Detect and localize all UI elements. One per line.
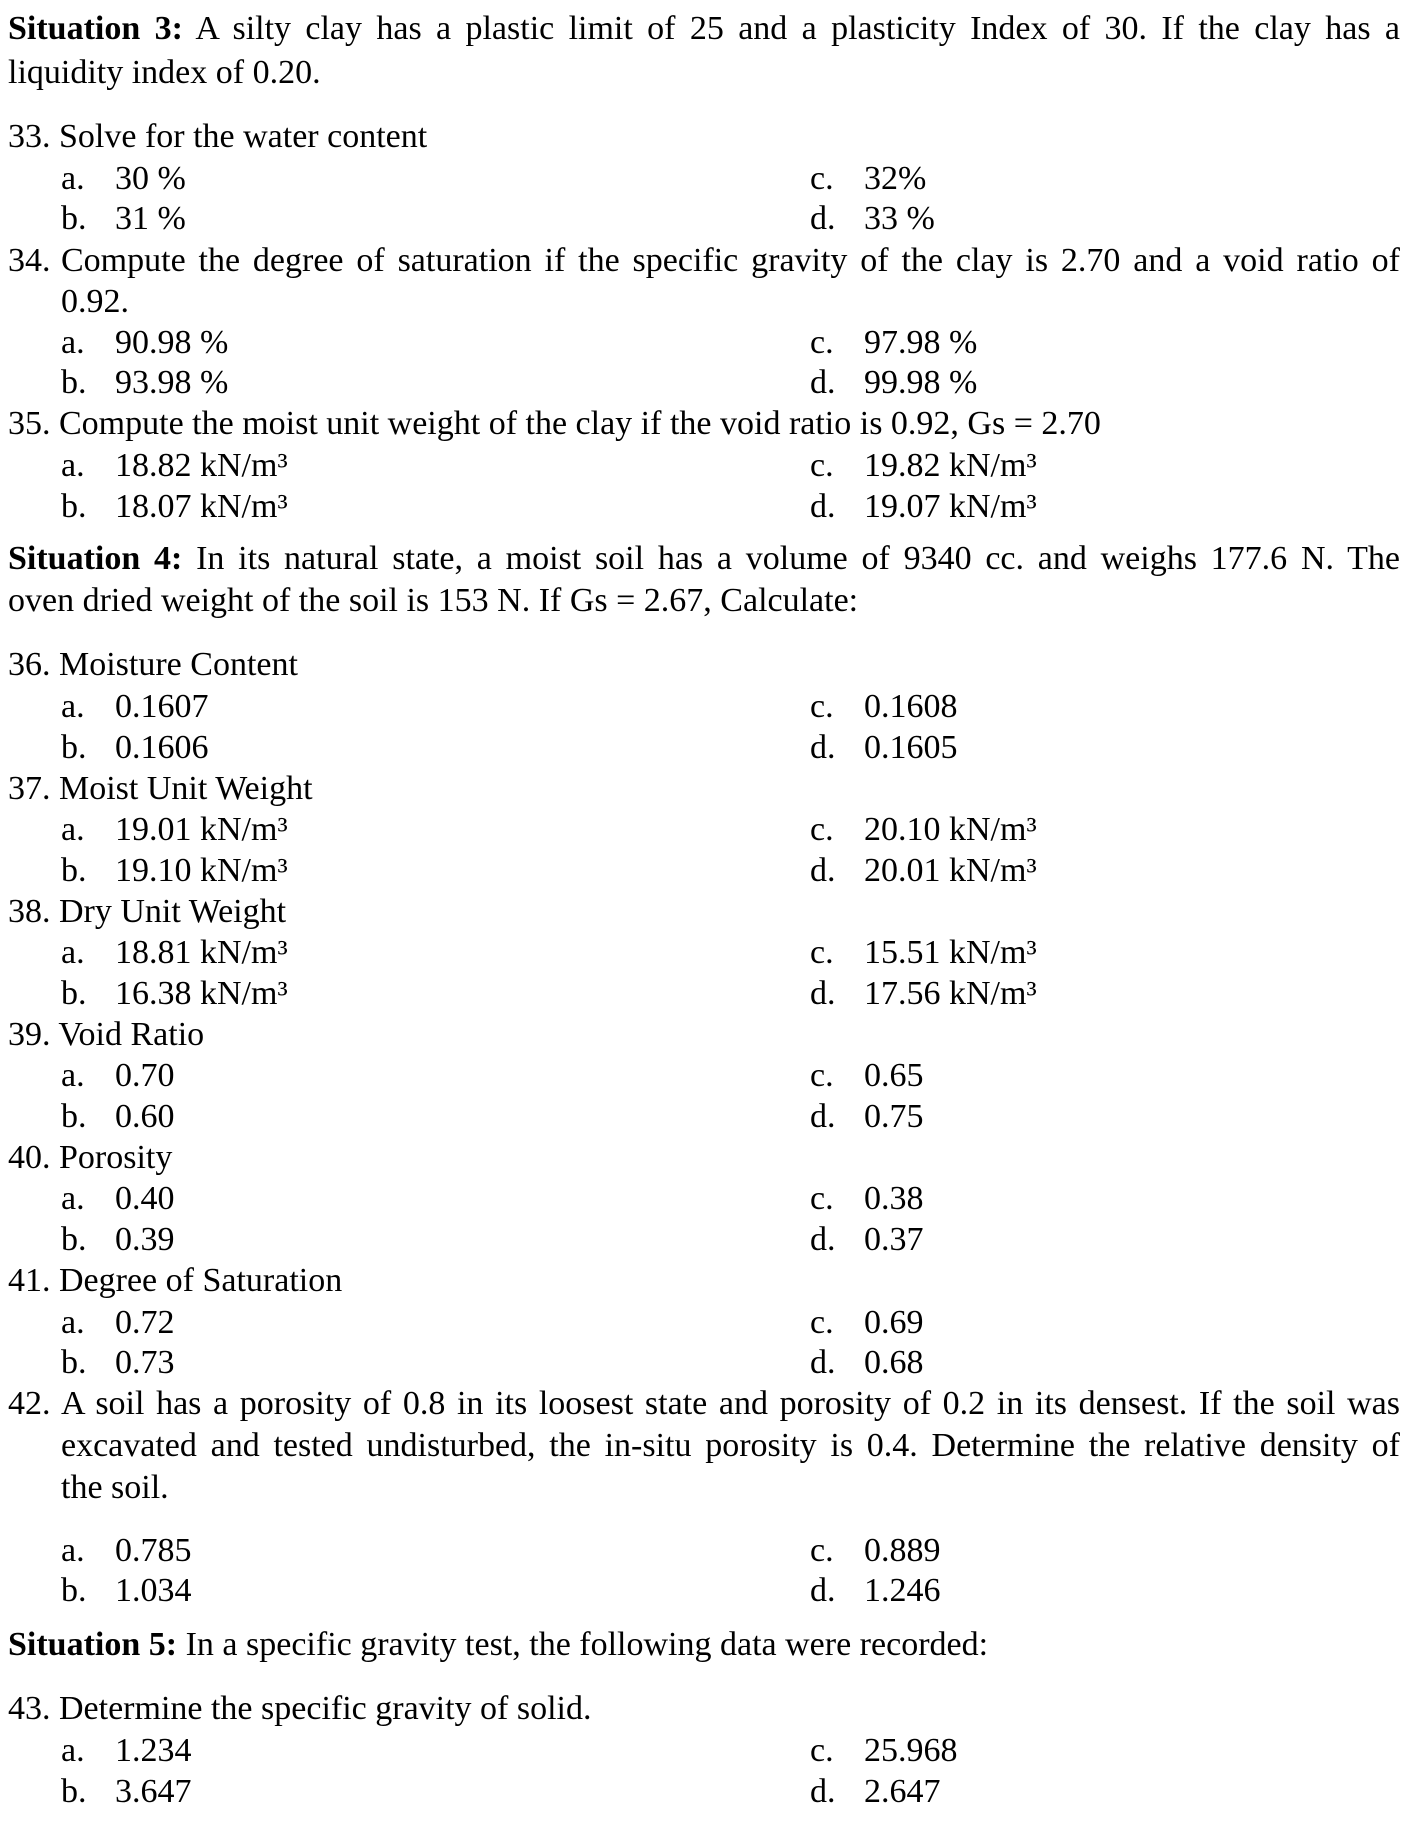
question-34-stem-line-1: Compute the degree of saturation if the specific gravity of the clay is 2.70 and a void ratio of — [61, 242, 1400, 279]
situation-3-label: Situation 3: — [8, 10, 183, 47]
question-34-stem-line-2: 0.92. — [61, 283, 129, 320]
question-41-option-b: b. 0.73 — [61, 1344, 175, 1381]
question-43-option-b: b. 3.647 — [61, 1773, 192, 1810]
question-35-option-d: d. 19.07 kN/m³ — [810, 488, 1037, 525]
question-34-number: 34. — [8, 242, 51, 279]
question-41-option-a: a. 0.72 — [61, 1304, 175, 1341]
question-33-option-c: c. 32% — [810, 160, 927, 197]
question-43-option-a: a. 1.234 — [61, 1732, 192, 1769]
question-40-option-c: c. 0.38 — [810, 1180, 924, 1217]
question-39-option-c: c. 0.65 — [810, 1057, 924, 1094]
situation-5-line-1 — [8, 1624, 988, 1665]
question-37-stem: 37. Moist Unit Weight — [8, 770, 313, 807]
question-34-option-b: b. 93.98 % — [61, 364, 229, 401]
question-42-option-b: b. 1.034 — [61, 1572, 192, 1609]
situation-4-label: Situation 4: — [8, 540, 183, 577]
question-36-option-d: d. 0.1605 — [810, 729, 958, 766]
question-42-option-c: c. 0.889 — [810, 1532, 941, 1569]
situation-4-text-1: In its natural state, a moist soil has a volume of 9340 cc. and weighs 177.6 N. The — [182, 540, 1400, 577]
question-33-option-b: b. 31 % — [61, 200, 186, 237]
question-35-stem: 35. Compute the moist unit weight of the clay if the void ratio is 0.92, Gs = 2.70 — [8, 405, 1101, 442]
question-36-option-c: c. 0.1608 — [810, 688, 958, 725]
question-40-option-d: d. 0.37 — [810, 1221, 924, 1258]
question-33-stem: 33. Solve for the water content — [8, 118, 428, 155]
question-37-option-b: b. 19.10 kN/m³ — [61, 852, 288, 889]
question-33-option-d: d. 33 % — [810, 200, 935, 237]
question-40-stem: 40. Porosity — [8, 1139, 173, 1176]
question-33-option-a: a. 30 % — [61, 160, 186, 197]
question-36-stem: 36. Moisture Content — [8, 646, 298, 683]
question-34-option-c: c. 97.98 % — [810, 324, 978, 361]
question-39-option-d: d. 0.75 — [810, 1098, 924, 1135]
question-41-option-c: c. 0.69 — [810, 1304, 924, 1341]
question-43-option-c: c. 25.968 — [810, 1732, 958, 1769]
question-42-option-a: a. 0.785 — [61, 1532, 192, 1569]
question-35-option-a: a. 18.82 kN/m³ — [61, 447, 288, 484]
situation-3-text-2: liquidity index of 0.20. — [8, 54, 321, 91]
question-38-option-b: b. 16.38 kN/m³ — [61, 975, 288, 1012]
question-42-option-d: d. 1.246 — [810, 1572, 941, 1609]
question-37-option-c: c. 20.10 kN/m³ — [810, 811, 1037, 848]
question-34-option-d: d. 99.98 % — [810, 364, 978, 401]
question-38-option-d: d. 17.56 kN/m³ — [810, 975, 1037, 1012]
question-40-option-b: b. 0.39 — [61, 1221, 175, 1258]
question-41-option-d: d. 0.68 — [810, 1344, 924, 1381]
question-40-option-a: a. 0.40 — [61, 1180, 175, 1217]
question-39-stem: 39. Void Ratio — [8, 1016, 205, 1053]
question-39-option-a: a. 0.70 — [61, 1057, 175, 1094]
question-42-stem-line-1: A soil has a porosity of 0.8 in its loosest state and porosity of 0.2 in its densest. If the soil was — [61, 1385, 1400, 1422]
situation-5-label: Situation 5: — [8, 1626, 178, 1663]
question-42-number: 42. — [8, 1385, 51, 1422]
question-35-option-b: b. 18.07 kN/m³ — [61, 488, 288, 525]
question-36-option-a: a. 0.1607 — [61, 688, 209, 725]
question-38-stem: 38. Dry Unit Weight — [8, 893, 287, 930]
question-43-option-d: d. 2.647 — [810, 1773, 941, 1810]
situation-4-text-2: oven dried weight of the soil is 153 N. If Gs = 2.67, Calculate: — [8, 582, 859, 619]
question-42-stem-line-3: the soil. — [61, 1469, 169, 1506]
situation-5-text-1: In a specific gravity test, the following data were recorded: — [177, 1626, 989, 1663]
situation-3-line-1 — [8, 8, 1400, 49]
question-42-stem-line-2: excavated and tested undisturbed, the in-situ porosity is 0.4. Determine the relative density of — [61, 1427, 1400, 1464]
question-37-option-d: d. 20.01 kN/m³ — [810, 852, 1037, 889]
question-39-option-b: b. 0.60 — [61, 1098, 175, 1135]
question-37-option-a: a. 19.01 kN/m³ — [61, 811, 288, 848]
question-34-option-a: a. 90.98 % — [61, 324, 229, 361]
question-38-option-a: a. 18.81 kN/m³ — [61, 934, 288, 971]
question-35-option-c: c. 19.82 kN/m³ — [810, 447, 1037, 484]
question-38-option-c: c. 15.51 kN/m³ — [810, 934, 1037, 971]
situation-4-line-1 — [8, 538, 1400, 579]
question-41-stem: 41. Degree of Saturation — [8, 1262, 343, 1299]
question-36-option-b: b. 0.1606 — [61, 729, 209, 766]
situation-3-text-1: A silty clay has a plastic limit of 25 and a plasticity Index of 30. If the clay has a — [182, 10, 1400, 47]
question-43-stem: 43. Determine the specific gravity of solid. — [8, 1690, 592, 1727]
